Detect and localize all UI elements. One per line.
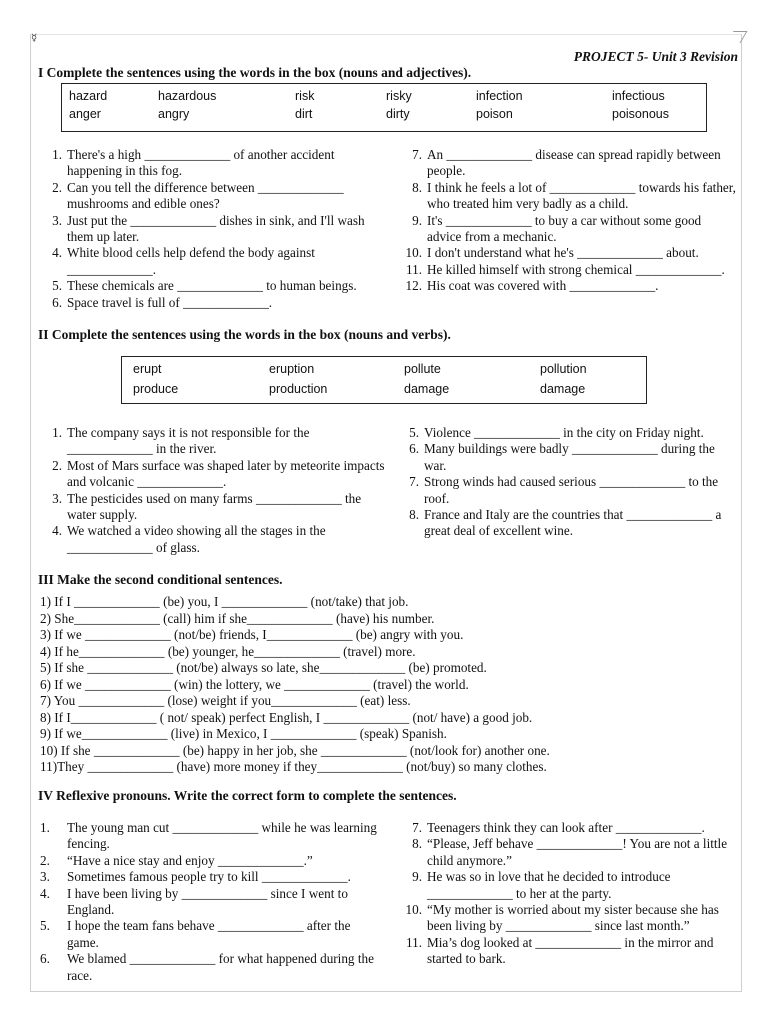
list-item	[400, 278, 738, 294]
item-text: Most of Mars surface was shaped later by meteorite impacts and volcanic _____________.	[67, 457, 385, 490]
item-number: 3.	[52, 490, 62, 506]
list-item	[40, 853, 385, 869]
list-item	[40, 951, 385, 984]
box1-word: dirt	[295, 107, 313, 121]
list-item	[40, 147, 385, 180]
section1-heading: I Complete the sentences using the words in the box (nouns and adjectives).	[38, 65, 472, 80]
item-number: 11.	[406, 934, 422, 950]
box1-word: risk	[295, 89, 315, 103]
item-text: We watched a video showing all the stages in the _____________ of glass.	[67, 523, 326, 555]
list-item	[40, 918, 385, 951]
section2-right-column	[397, 425, 739, 540]
section1-left-column	[40, 147, 385, 311]
item-number: 8.	[409, 507, 419, 523]
list-item	[40, 180, 385, 213]
project-title: PROJECT 5- Unit 3 Revision	[573, 49, 738, 64]
conditional-line: 2) She_____________ (call) him if she_____________ (have) his number.	[40, 610, 435, 626]
item-text: Sometimes famous people try to kill _____________.	[67, 869, 351, 885]
item-text: “Please, Jeff behave _____________! You are not a little child anymore.”	[427, 836, 728, 868]
list-item	[40, 869, 385, 885]
list-item	[40, 523, 385, 556]
section1-right-column	[400, 147, 738, 295]
item-text: Teenagers think they can look after _____________.	[427, 820, 705, 835]
box1-word: hazard	[69, 89, 108, 103]
item-number: 8.	[412, 179, 422, 195]
conditional-line: 11)They _____________ (have) more money if they_____________ (not/buy) so many clothes.	[40, 759, 547, 774]
item-text: Violence _____________ in the city on Friday night.	[424, 425, 704, 440]
box2-word: damage	[404, 382, 450, 396]
box1-word: hazardous	[158, 89, 217, 103]
box1-word: poison	[476, 107, 513, 121]
section4-heading: IV Reflexive pronouns. Write the correct form to complete the sentences.	[38, 788, 457, 803]
box2-word: pollution	[540, 362, 587, 376]
item-text: He was so in love that he decided to introduce _____________ to her at the party.	[427, 869, 671, 901]
list-item	[400, 836, 738, 869]
list-item	[400, 869, 738, 902]
section2-heading: II Complete the sentences using the words in the box (nouns and verbs).	[38, 327, 451, 342]
list-item	[40, 295, 385, 311]
item-text: I don't understand what he's _____________ about.	[427, 245, 699, 261]
item-number: 5.	[40, 918, 50, 934]
section4-left-column	[40, 820, 385, 984]
conditional-line: 10) If she _____________ (be) happy in her job, she _____________ (not/look for) another one.	[40, 742, 550, 758]
box2-word: damage	[540, 382, 586, 396]
item-number: 2.	[52, 179, 62, 195]
item-number: 4.	[52, 245, 62, 261]
page-curl-icon	[727, 31, 748, 43]
item-number: 9.	[412, 869, 422, 885]
box2-word: produce	[133, 382, 179, 396]
list-item	[397, 507, 739, 540]
list-item	[40, 491, 385, 524]
item-text: I have been living by _____________ since I went to England.	[67, 885, 348, 918]
box1-word: angry	[158, 107, 190, 121]
section2-left-column	[40, 425, 385, 556]
item-text: The company says it is not responsible for the _____________ in the river.	[67, 425, 310, 457]
conditional-line: 8) If I_____________ ( not/ speak) perfect English, I _____________ (not/ have) a good job.	[40, 709, 533, 725]
item-number: 4.	[40, 885, 50, 901]
list-item	[400, 245, 738, 261]
item-number: 10.	[405, 902, 422, 918]
item-text: “My mother is worried about my sister because she has been living by _____________ since last month.”	[427, 902, 719, 934]
item-number: 1.	[52, 425, 62, 440]
box2-word: erupt	[133, 362, 162, 376]
list-item	[40, 245, 385, 278]
corner-mark: ☿	[31, 33, 38, 44]
word-box-2	[121, 356, 647, 404]
conditional-line: 7) You _____________ (lose) weight if you_____________ (eat) less.	[40, 693, 411, 708]
item-number: 12.	[405, 278, 422, 294]
item-text: Mia’s dog looked at _____________ in the mirror and started to bark.	[427, 934, 714, 967]
item-text: These chemicals are _____________ to human beings.	[67, 278, 357, 294]
list-item	[40, 425, 385, 458]
list-item	[400, 147, 738, 180]
box1-word: infectious	[612, 89, 665, 103]
word-box-1	[61, 83, 707, 132]
item-text: He killed himself with strong chemical _____________.	[427, 261, 725, 277]
list-item	[400, 180, 738, 213]
item-number: 6.	[409, 441, 419, 457]
section3-lines	[40, 594, 550, 776]
list-item	[397, 441, 739, 474]
item-number: 2.	[40, 852, 50, 868]
item-text: Strong winds had caused serious _____________ to the roof.	[424, 474, 719, 506]
item-text: Many buildings were badly _____________ during the war.	[424, 441, 715, 473]
item-text: There's a high _____________ of another accident happening in this fog.	[67, 147, 335, 179]
item-text: I think he feels a lot of _____________ towards his father, who treated him very badly as a child.	[427, 179, 736, 212]
item-number: 1.	[40, 820, 50, 835]
conditional-line: 3) If we _____________ (not/be) friends, I_____________ (be) angry with you.	[40, 627, 464, 642]
item-number: 1.	[52, 147, 62, 162]
item-number: 8.	[412, 836, 422, 852]
conditional-line: 9) If we_____________ (live) in Mexico, I _____________ (speak) Spanish.	[40, 726, 447, 741]
item-number: 11.	[406, 261, 422, 277]
conditional-line: 4) If he_____________ (be) younger, he_____________ (travel) more.	[40, 643, 416, 659]
list-item	[40, 213, 385, 246]
item-text: Space travel is full of _____________.	[67, 294, 273, 310]
item-number: 7.	[409, 474, 419, 490]
item-number: 3.	[52, 212, 62, 228]
list-item	[400, 820, 738, 836]
item-number: 10.	[405, 245, 422, 261]
item-number: 5.	[409, 425, 419, 440]
item-number: 7.	[412, 820, 422, 835]
conditional-line: 5) If she _____________ (not/be) always so late, she_____________ (be) promoted.	[40, 660, 487, 675]
item-number: 2.	[52, 457, 62, 473]
box2-word: eruption	[269, 362, 315, 376]
list-item	[40, 458, 385, 491]
item-number: 9.	[412, 212, 422, 228]
item-text: Just put the _____________ dishes in sink, and I'll wash them up later.	[67, 212, 365, 245]
box2-word: production	[269, 382, 328, 396]
item-text: “Have a nice stay and enjoy _____________.”	[67, 852, 313, 868]
list-item	[400, 902, 738, 935]
list-item	[400, 935, 738, 968]
list-item	[400, 213, 738, 246]
item-text: I hope the team fans behave _____________ after the game.	[67, 918, 351, 950]
list-item	[397, 474, 739, 507]
item-text: The pesticides used on many farms _____________ the water supply.	[67, 490, 362, 523]
item-text: France and Italy are the countries that _____________ a great deal of excellent wine.	[424, 507, 722, 539]
box2-word: pollute	[404, 362, 441, 376]
item-number: 5.	[52, 278, 62, 294]
item-text: We blamed _____________ for what happened during the race.	[67, 951, 374, 983]
box1-word: poisonous	[612, 107, 669, 121]
item-number: 4.	[52, 523, 62, 539]
item-text: An _____________ disease can spread rapidly between people.	[427, 147, 721, 179]
item-number: 6.	[40, 951, 50, 967]
item-text: White blood cells help defend the body against _____________.	[67, 245, 315, 277]
box1-word: anger	[69, 107, 101, 121]
section3-heading: III Make the second conditional sentences.	[38, 572, 283, 587]
item-number: 6.	[52, 294, 62, 310]
list-item	[40, 886, 385, 919]
box1-word: infection	[476, 89, 523, 103]
conditional-line: 1) If I _____________ (be) you, I _____________ (not/take) that job.	[40, 594, 409, 609]
item-text: Can you tell the difference between _____________ mushrooms and edible ones?	[67, 179, 344, 212]
list-item	[400, 262, 738, 278]
item-number: 7.	[412, 147, 422, 162]
list-item	[397, 425, 739, 441]
list-item	[40, 820, 385, 853]
list-item	[40, 278, 385, 294]
item-text: The young man cut _____________ while he was learning fencing.	[67, 820, 377, 852]
item-text: His coat was covered with _____________.	[427, 278, 659, 294]
box1-word: dirty	[386, 107, 410, 121]
conditional-line: 6) If we _____________ (win) the lottery, we _____________ (travel) the world.	[40, 676, 469, 692]
box1-word: risky	[386, 89, 412, 103]
item-number: 3.	[40, 869, 50, 885]
item-text: It's _____________ to buy a car without some good advice from a mechanic.	[427, 212, 702, 245]
section4-right-column	[400, 820, 738, 968]
